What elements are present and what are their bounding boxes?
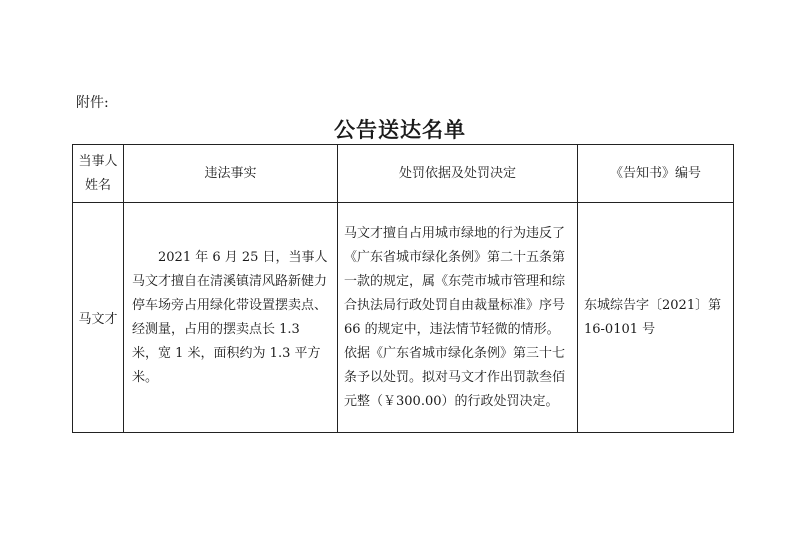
document-title: 公告送达名单	[334, 117, 466, 142]
header-party-line1: 当事人	[78, 153, 118, 169]
table-header-row	[73, 145, 734, 203]
notice-table	[72, 144, 734, 433]
header-party-line2: 姓名	[84, 177, 111, 193]
header-party-name	[73, 145, 124, 203]
header-facts: 违法事实	[124, 145, 338, 203]
cell-basis: 马文才擅自占用城市绿地的行为违反了《广东省城市绿化条例》第二十五条第一款的规定，属《东莞市城市管理和综合执法局行政处罚自由裁量标准》序号 66 的规定中，违法情节轻微的情形。依据《广东省城市绿化条例》第三十七条予以处罚。拟对马文才作出罚款叁佰元整（￥300.00）的行政处罚决定。	[338, 203, 578, 433]
header-notice-number: 《告知书》编号	[578, 145, 734, 203]
attachment-label: 附件:	[76, 95, 109, 111]
cell-party-name: 马文才	[73, 203, 124, 433]
header-basis: 处罚依据及处罚决定	[338, 145, 578, 203]
facts-text: 2021 年 6 月 25 日，当事人马文才擅自在清溪镇清风路新健力停车场旁占用绿化带设置摆卖点、经测量，占用的摆卖点长 1.3 米，宽 1 米，面积约为 1.3 平方米。	[132, 249, 328, 385]
table-row	[73, 203, 734, 433]
cell-facts	[124, 203, 338, 433]
cell-notice-number: 东城综告字〔2021〕第 16-0101 号	[578, 203, 734, 433]
